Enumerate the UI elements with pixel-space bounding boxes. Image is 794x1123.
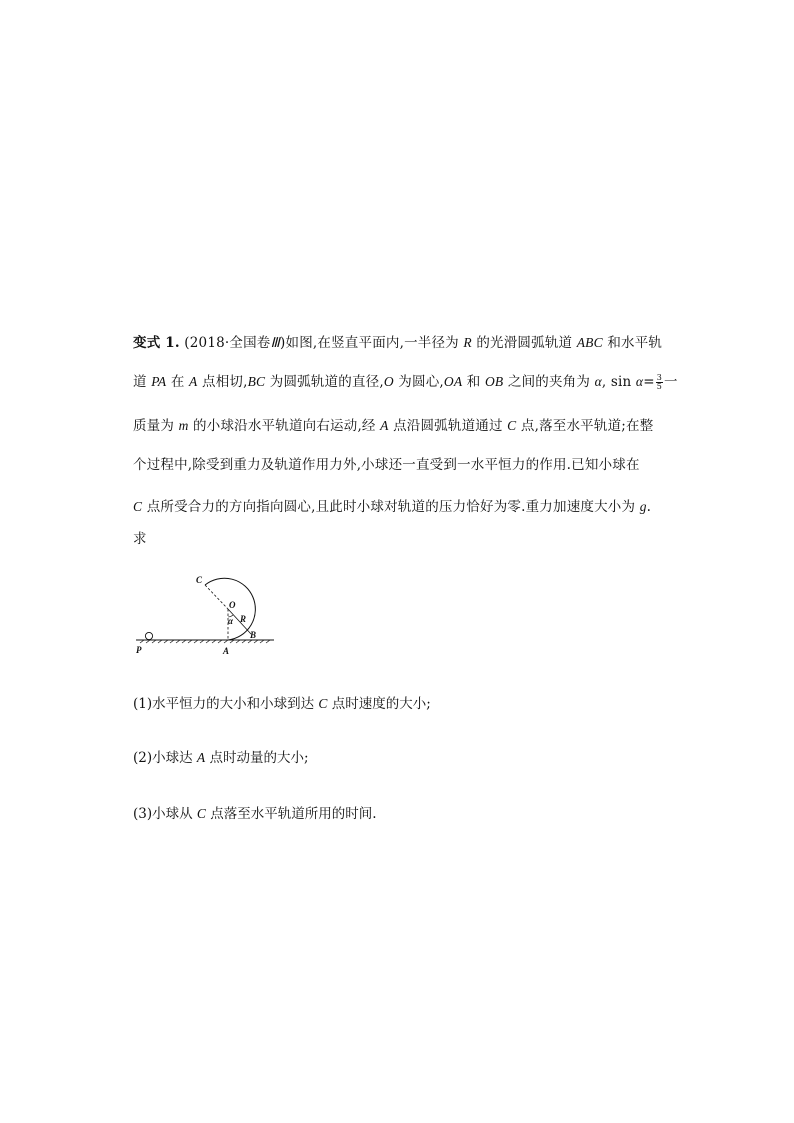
question-3 <box>133 804 377 824</box>
text-segment: 为圆心, <box>393 374 444 390</box>
var-A: A <box>189 374 198 389</box>
text-segment: 和水平轨 <box>602 335 663 351</box>
text-segment: 个过程中,除受到重力及轨道作用力外,小球还一直受到一水平恒力的作用.已知小球在 <box>133 457 640 473</box>
question-text: 点时动量的大小; <box>205 750 309 766</box>
label-R: R <box>240 614 247 624</box>
var-PA: PA <box>151 374 167 389</box>
problem-line-5 <box>133 497 663 517</box>
label-C: C <box>196 575 203 585</box>
physics-diagram <box>130 568 280 660</box>
source-close: ) <box>280 335 286 351</box>
problem-line-4 <box>133 455 663 475</box>
question-2 <box>133 748 309 768</box>
source-roman: Ⅲ <box>270 335 281 350</box>
question-text: (1)水平恒力的大小和小球到达 <box>133 696 319 712</box>
label-O: O <box>229 600 236 610</box>
var-ABC: ABC <box>576 335 603 350</box>
equals-sign: = <box>643 374 655 390</box>
question-text: (3)小球从 <box>133 806 197 822</box>
label-P: P <box>136 645 142 655</box>
problem-line-2 <box>133 372 678 392</box>
text-segment: 点相切, <box>197 374 248 390</box>
text-segment: 一 <box>664 374 678 390</box>
text-segment: 在 <box>166 374 190 390</box>
text-segment: 质量为 <box>133 418 179 434</box>
label-alpha: α <box>228 616 233 626</box>
text-segment: , sin <box>601 374 636 390</box>
text-segment: 求 <box>133 531 147 547</box>
question-var: A <box>196 750 206 765</box>
text-segment: 的小球沿水平轨道向右运动,经 <box>188 418 381 434</box>
question-var: C <box>196 806 206 821</box>
diameter-dashed <box>205 585 228 609</box>
ball <box>145 632 152 639</box>
question-text: 点落至水平轨道所用的时间. <box>205 806 377 822</box>
text-segment: 为圆弧轨道的直径, <box>265 374 384 390</box>
var-OB: OB <box>484 374 504 389</box>
question-text: 点时速度的大小; <box>327 696 431 712</box>
question-text: (2)小球达 <box>133 750 197 766</box>
var-alpha: α <box>594 374 602 389</box>
var-A: A <box>380 418 389 433</box>
text-segment: 点,落至水平轨道;在整 <box>516 418 654 434</box>
text-segment: 点所受合力的方向指向圆心,且此时小球对轨道的压力恰好为零.重力加速度大小为 <box>142 499 640 515</box>
var-m: m <box>178 418 189 433</box>
text-segment: . <box>646 499 652 515</box>
text-segment: 之间的夹角为 <box>503 374 595 390</box>
fraction-numerator: 3 <box>656 373 662 382</box>
problem-source: (2018·全国卷 <box>184 335 271 351</box>
var-O: O <box>383 374 394 389</box>
text-segment: 如图,在竖直平面内,一半径为 <box>285 335 464 351</box>
label-B: B <box>250 630 257 640</box>
text-segment: 和 <box>462 374 485 390</box>
problem-line-1 <box>133 333 663 353</box>
var-R: R <box>463 335 472 350</box>
problem-line-3 <box>133 416 663 436</box>
var-C: C <box>133 499 143 514</box>
var-OA: OA <box>443 374 463 389</box>
problem-label: 变式 1. <box>133 335 180 351</box>
var-C: C <box>507 418 517 433</box>
var-g: g <box>639 499 647 514</box>
label-A: A <box>223 646 230 656</box>
var-BC: BC <box>247 374 266 389</box>
question-1 <box>133 694 431 714</box>
problem-line-6 <box>133 529 663 549</box>
text-segment: 点沿圆弧轨道通过 <box>388 418 508 434</box>
text-segment: 道 <box>133 374 152 390</box>
fraction-three-fifths <box>656 374 663 391</box>
question-var: C <box>318 696 328 711</box>
text-segment: 的光滑圆弧轨道 <box>471 335 577 351</box>
fraction-denominator: 5 <box>656 382 662 391</box>
var-alpha: α <box>635 374 644 389</box>
